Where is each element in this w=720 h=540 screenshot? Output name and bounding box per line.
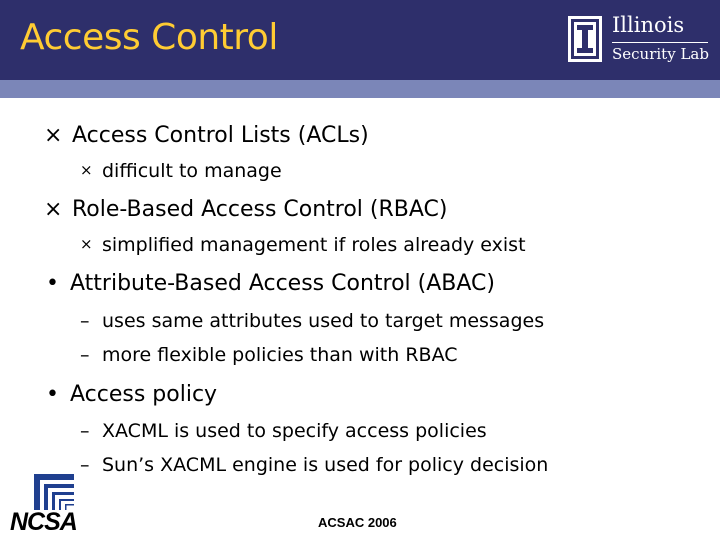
bullet-icon: × <box>44 197 63 222</box>
bullet-icon: × <box>44 123 63 148</box>
bullet-item-access-policy: Access policy <box>70 382 218 407</box>
bullet-icon: • <box>46 382 59 407</box>
sub-bullet-item: simplified management if roles already exist <box>102 234 526 256</box>
illinois-i-logo-icon <box>568 16 602 62</box>
logo-divider <box>612 42 708 43</box>
logo-illinois-text: Illinois <box>612 13 685 37</box>
footer-text: ACSAC 2006 <box>318 515 397 530</box>
bullet-item-acls: Access Control Lists (ACLs) <box>72 123 369 148</box>
sub-bullet-item: more flexible policies than with RBAC <box>102 344 458 366</box>
bullet-icon: – <box>80 420 90 442</box>
bullet-item-rbac: Role-Based Access Control (RBAC) <box>72 197 448 222</box>
bullet-icon: – <box>80 344 90 366</box>
header-stripe <box>0 80 720 98</box>
bullet-icon: – <box>80 454 90 476</box>
ncsa-logo-text: NCSA <box>10 508 77 536</box>
bullet-icon: × <box>80 235 93 253</box>
sub-bullet-item: uses same attributes used to target messages <box>102 310 545 332</box>
bullet-icon: × <box>80 161 93 179</box>
bullet-item-abac: Attribute-Based Access Control (ABAC) <box>70 271 495 296</box>
bullet-icon: • <box>46 271 59 296</box>
sub-bullet-item: Sun’s XACML engine is used for policy decision <box>102 454 549 476</box>
sub-bullet-item: difficult to manage <box>102 160 282 182</box>
bullet-icon: – <box>80 310 90 332</box>
sub-bullet-item: XACML is used to specify access policies <box>102 420 487 442</box>
slide-title: Access Control <box>20 17 278 58</box>
logo-security-lab-text: Security Lab <box>612 45 709 63</box>
ncsa-logo-icon <box>34 474 74 510</box>
